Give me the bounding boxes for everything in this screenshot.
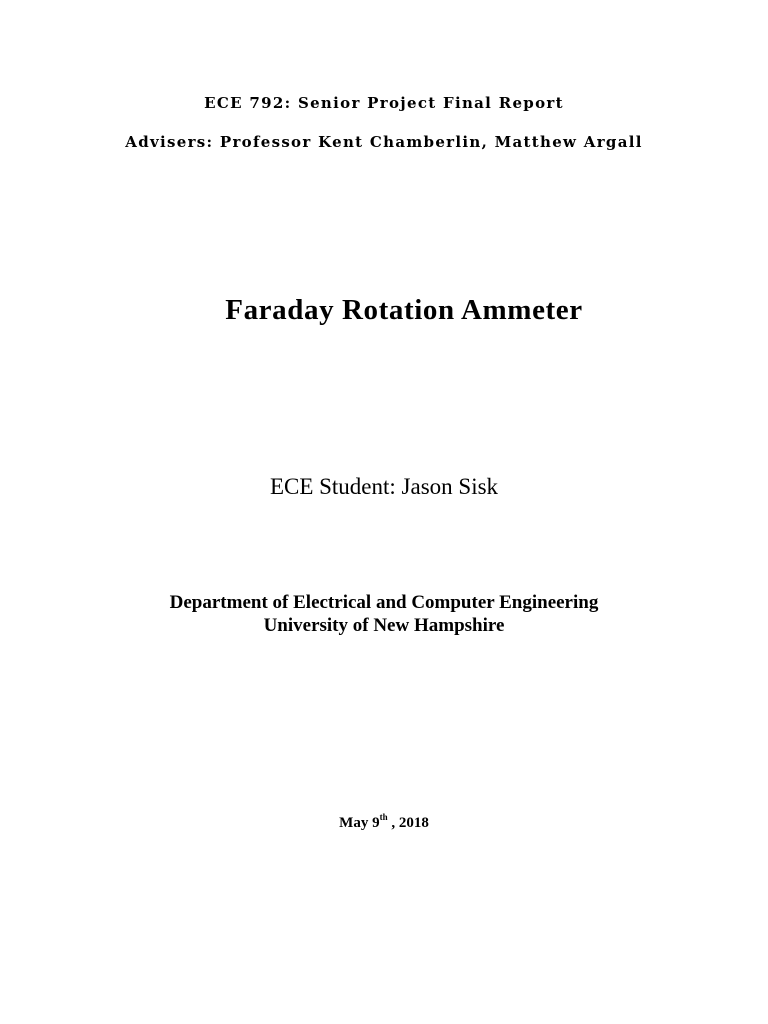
course-heading: ECE 792: Senior Project Final Report — [204, 94, 564, 112]
department-name: Department of Electrical and Computer Engineering — [169, 592, 599, 613]
student-name: ECE Student: Jason Sisk — [269, 474, 499, 499]
university-name: University of New Hampshire — [263, 615, 505, 636]
date-month-day: May 9 — [339, 815, 380, 831]
report-title: Faraday Rotation Ammeter — [225, 294, 583, 326]
advisers-line: Advisers: Professor Kent Chamberlin, Matthew Argall — [125, 133, 643, 151]
report-date — [0, 812, 768, 832]
date-year: , 2018 — [387, 815, 429, 831]
date-ordinal-suffix: th — [379, 812, 388, 822]
